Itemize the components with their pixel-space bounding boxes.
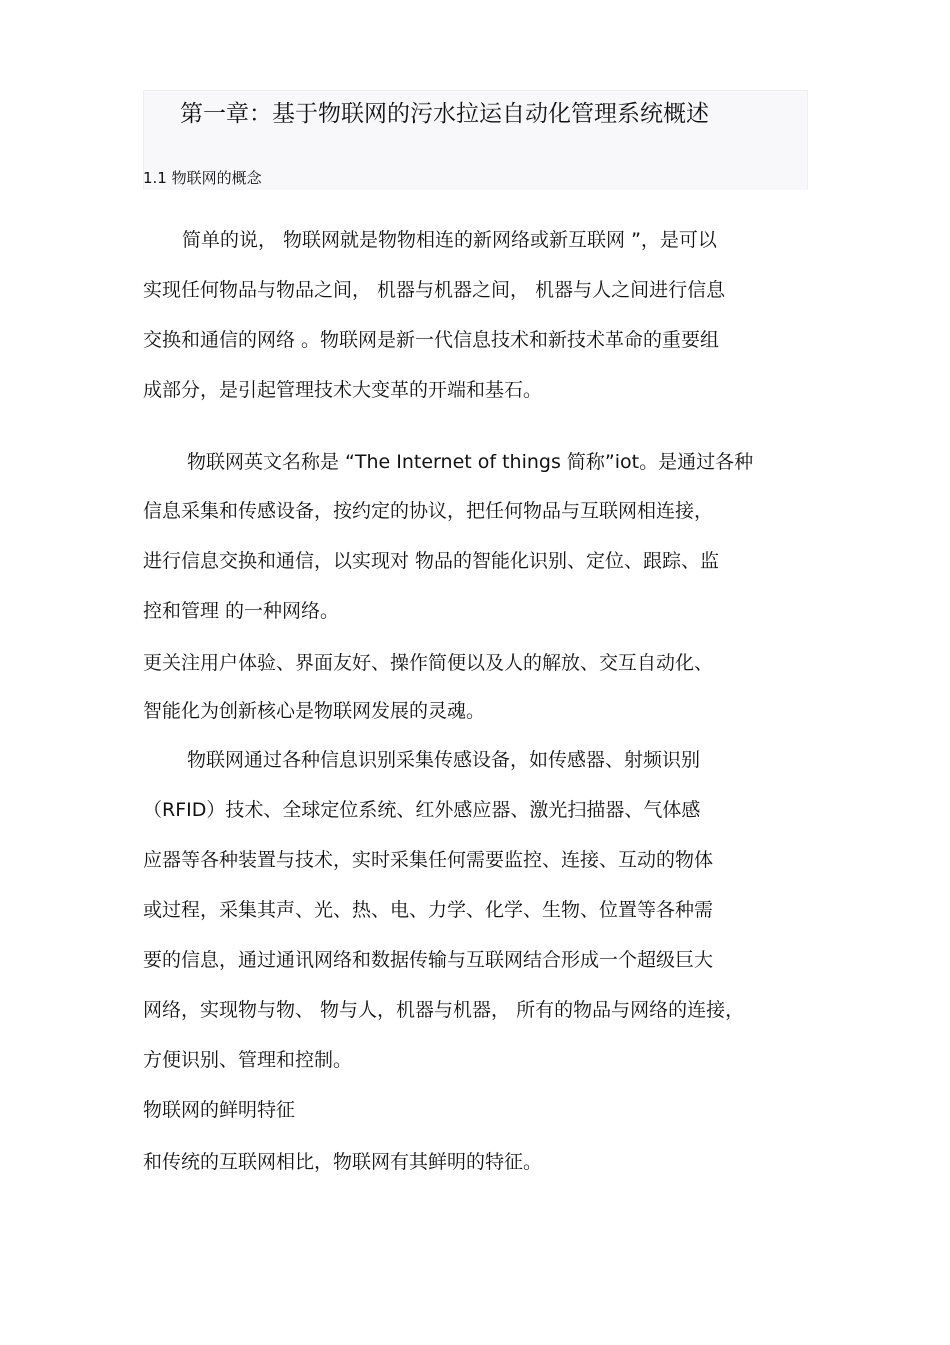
paragraph-line: 或过程，采集其声、光、热、电、力学、化学、生物、位置等各种需 (143, 899, 714, 921)
paragraph-line: 简单的说， 物联网就是物物相连的新网络或新互联网 ”，是可以 (182, 229, 717, 251)
paragraph-line: 成部分，是引起管理技术大变革的开端和基石。 (143, 379, 543, 401)
paragraph-line: 要的信息，通过通讯网络和数据传输与互联网结合形成一个超级巨大 (143, 949, 714, 971)
paragraph-line: 信息采集和传感设备，按约定的协议，把任何物品与互联网相连接， (143, 500, 714, 522)
paragraph-line: 交换和通信的网络 。物联网是新一代信息技术和新技术革命的重要组 (143, 329, 720, 351)
paragraph-line: 控和管理 的一种网络。 (143, 600, 340, 622)
paragraph-line: 方便识别、管理和控制。 (143, 1049, 353, 1071)
paragraph-line: 物联网英文名称是 “The Internet of things 简称”iot。是通过各种 (187, 451, 754, 473)
chapter-title: 第一章：基于物联网的污水拉运自动化管理系统概述 (180, 101, 709, 127)
paragraph-line: 网络，实现物与物、 物与人，机器与机器， 所有的物品与网络的连接， (143, 999, 745, 1021)
subheading: 物联网的鲜明特征 (143, 1099, 296, 1121)
paragraph-line: 应器等各种装置与技术，实时采集任何需要监控、连接、互动的物体 (143, 849, 714, 871)
paragraph-line: 进行信息交换和通信，以实现对 物品的智能化识别、定位、跟踪、监 (143, 550, 720, 572)
paragraph-line: 和传统的互联网相比，物联网有其鲜明的特征。 (143, 1151, 543, 1173)
paragraph-line: （RFID）技术、全球定位系统、红外感应器、激光扫描器、气体感 (143, 799, 701, 821)
paragraph-line: 更关注用户体验、界面友好、操作简便以及人的解放、交互自动化、 (143, 652, 714, 674)
section-heading: 1.1 物联网的概念 (143, 169, 262, 187)
paragraph-line: 实现任何物品与物品之间， 机器与机器之间， 机器与人之间进行信息 (143, 279, 726, 301)
paragraph-line: 物联网通过各种信息识别采集传感设备，如传感器、射频识别 (187, 749, 701, 771)
paragraph-line: 智能化为创新核心是物联网发展的灵魂。 (143, 700, 486, 722)
